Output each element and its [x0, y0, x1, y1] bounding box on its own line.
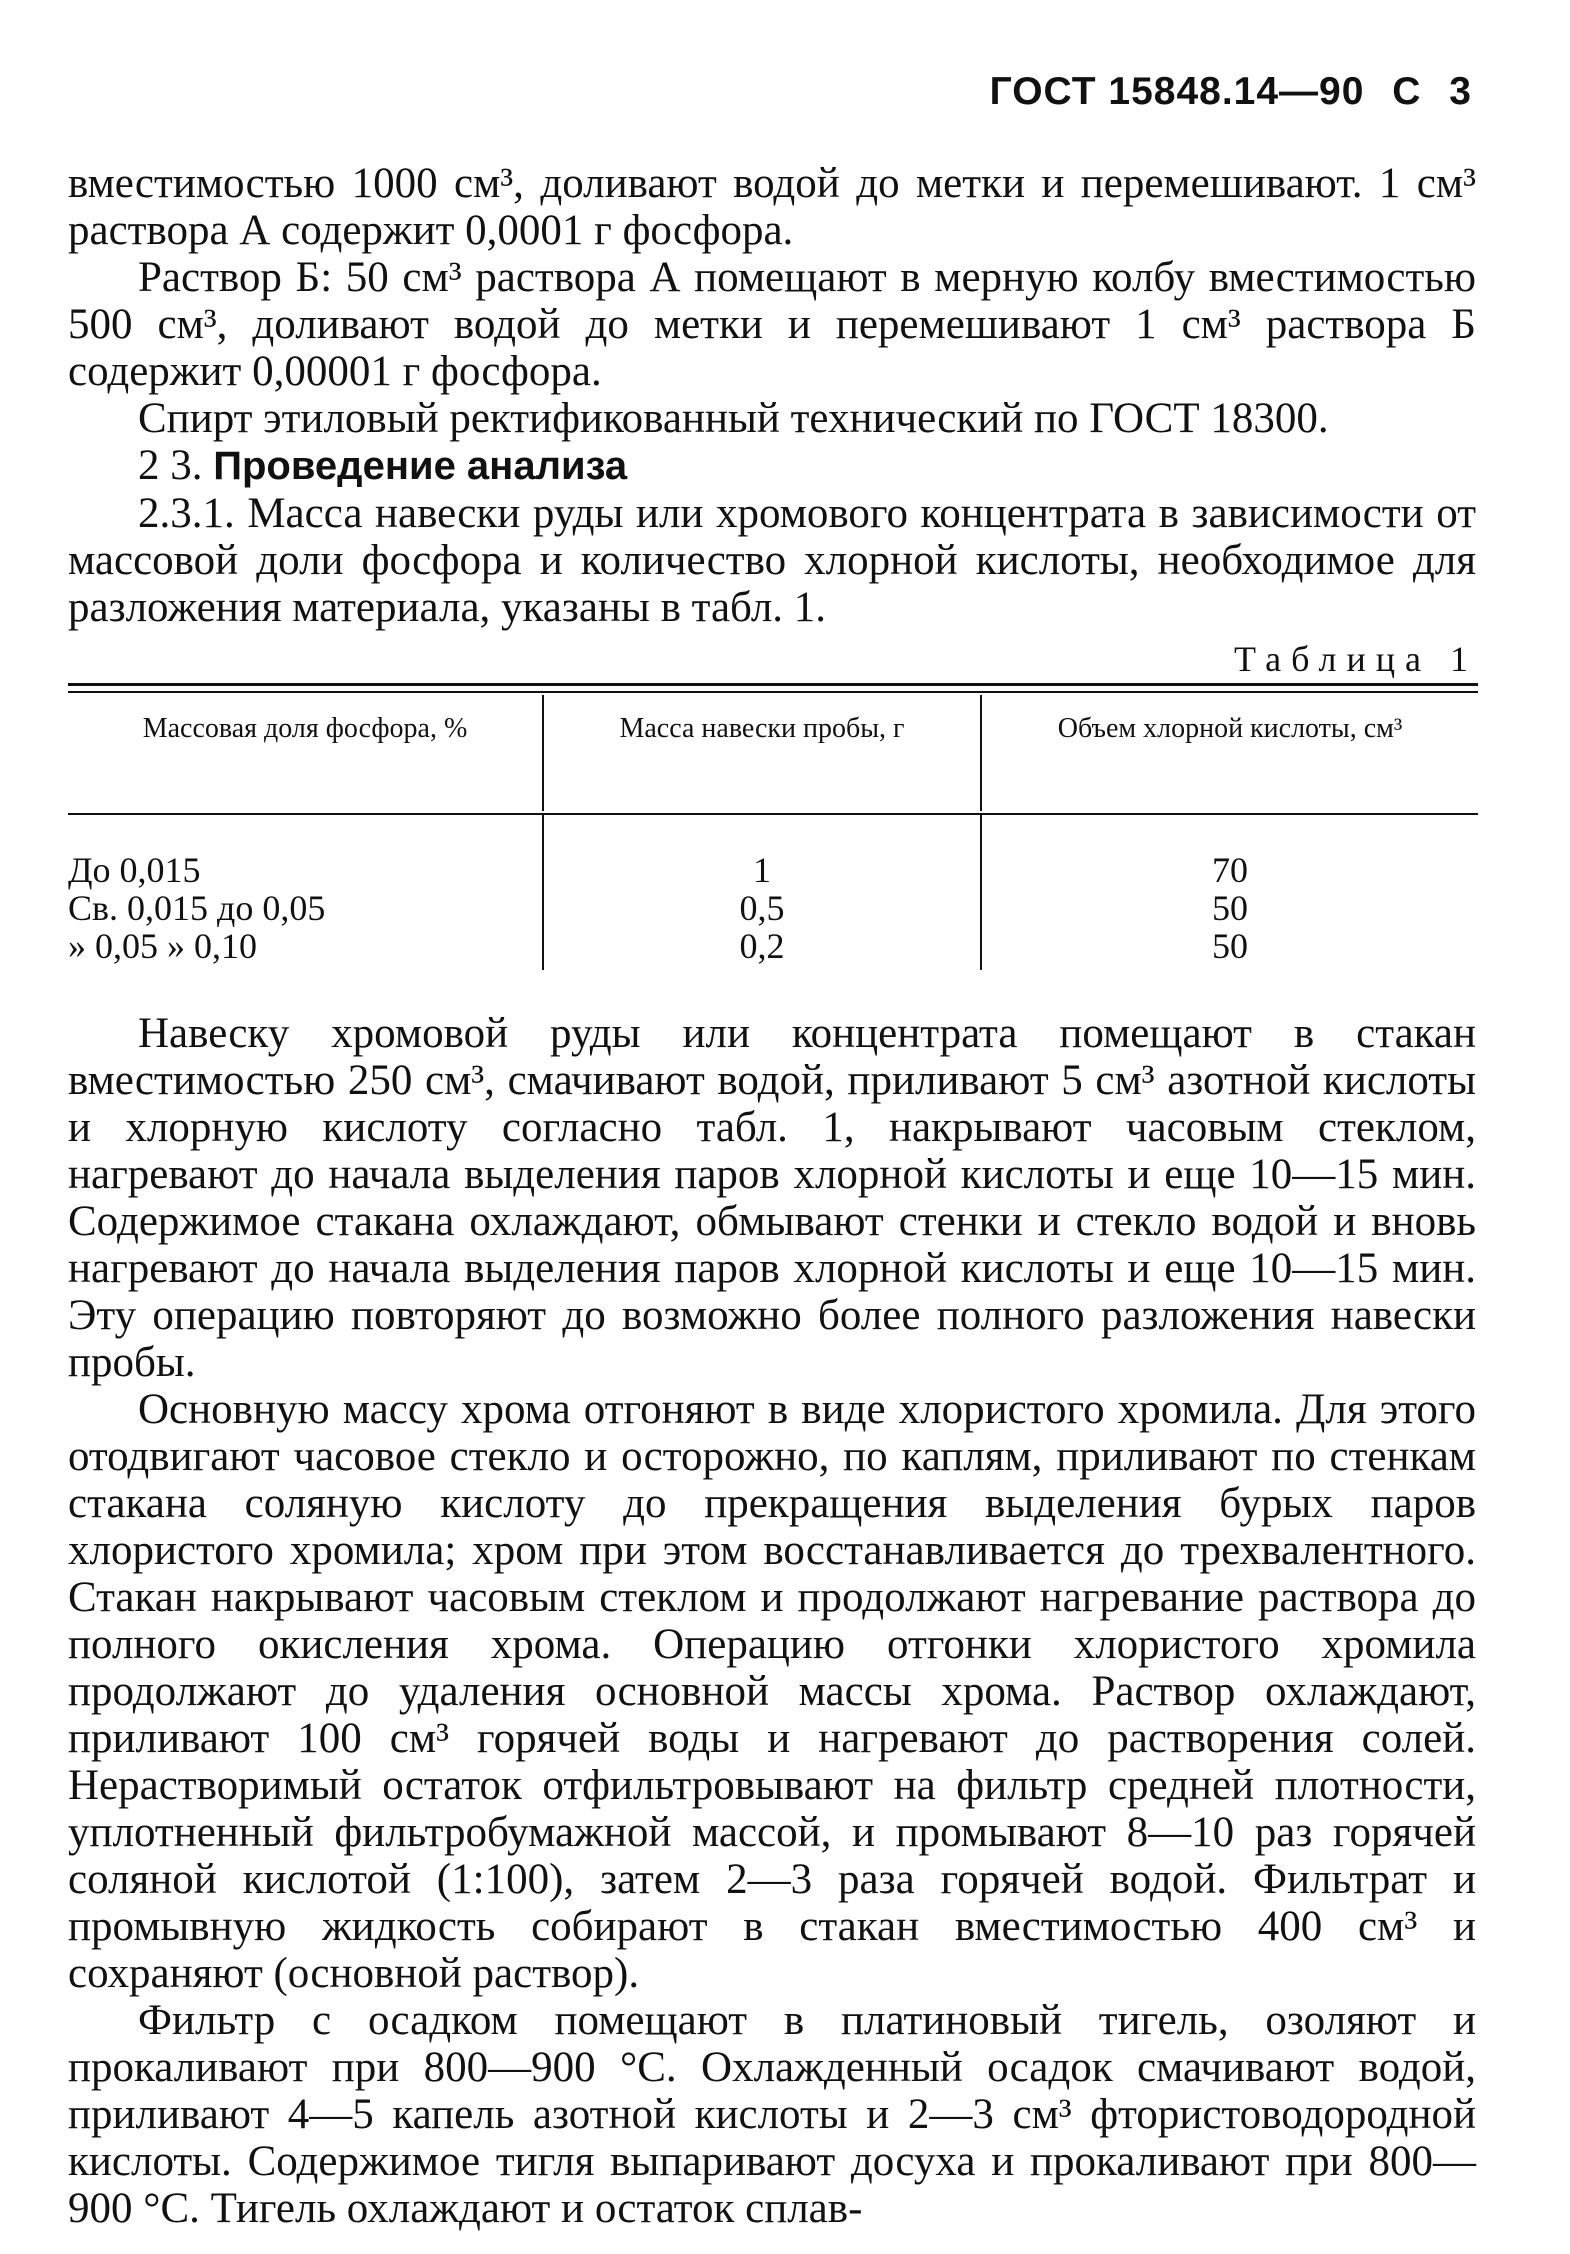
paragraph-2-3-1: 2.3.1. Масса навески руды или хромового концентрата в зависимости от массовой доли фосфора и количество хлорной кислоты, необходимое для разложения материала, указаны в табл. 1.	[68, 490, 1476, 631]
table-1	[68, 683, 1478, 973]
paragraph: Фильтр с осадком помещают в платиновый тигель, озоляют и прокаливают при 800—900 °С. Охлажденный осадок смачивают водой, приливают 4—5 капель азотной кислоты и 2—3 см³ фтористоводородной кислоты. Содержимое тигля выпаривают досуха и прокаливают при 800—900 °С. Тигель охлаждают и остаток сплав-	[68, 1997, 1476, 2232]
table-cell: 0,5	[739, 888, 785, 928]
table-header-cell: Масса навески пробы, г	[619, 713, 905, 744]
table-cell: 1	[753, 850, 771, 890]
table-caption: Таблица 1	[1234, 639, 1478, 679]
table-cell: До 0,015	[68, 850, 201, 890]
table-header-cell: Массовая доля фосфора, %	[142, 713, 468, 744]
paragraph: Раствор Б: 50 см³ раствора А помещают в мерную колбу вместимостью 500 см³, доливают водой до метки и перемешивают 1 см³ раствора Б содержит 0,00001 г фосфора.	[68, 254, 1476, 395]
section-letter: С	[1392, 70, 1422, 113]
table-rule	[68, 813, 1478, 815]
section-heading	[68, 442, 1476, 490]
table-cell: 70	[1212, 850, 1248, 890]
table-cell: » 0,05 » 0,10	[68, 926, 257, 966]
section-title: Проведение анализа	[213, 444, 628, 488]
table-cell: Св. 0,015 до 0,05	[68, 888, 326, 928]
table-cell: 50	[1212, 888, 1248, 928]
table-rule	[68, 683, 1478, 686]
table-header-cell: Объем хлорной кислоты, см³	[1057, 713, 1403, 744]
body-text-top	[68, 160, 1476, 631]
table-cell: 50	[1212, 926, 1248, 966]
body-text-bottom	[68, 1010, 1476, 2232]
paragraph: Спирт этиловый ректификованный технический по ГОСТ 18300.	[138, 395, 1329, 442]
paragraph: Навеску хромовой руды или концентрата помещают в стакан вместимостью 250 см³, смачивают водой, приливают 5 см³ азотной кислоты и хлорную кислоту согласно табл. 1, накрывают часовым стеклом, нагревают до начала выделения паров хлорной кислоты и еще 10—15 мин. Содержимое стакана охлаждают, обмывают стенки и стекло водой и вновь нагревают до начала выделения паров хлорной кислоты и еще 10—15 мин. Эту операцию повторяют до возможно более полного разложения навески пробы.	[68, 1010, 1476, 1386]
page-header	[974, 70, 1472, 114]
paragraph: вместимостью 1000 см³, доливают водой до метки и перемешивают. 1 см³ раствора А содержит 0,0001 г фосфора.	[68, 160, 1476, 254]
paragraph: Основную массу хрома отгоняют в виде хлористого хромила. Для этого отодвигают часовое стекло и осторожно, по каплям, приливают по стенкам стакана соляную кислоту до прекращения выделения бурых паров хлористого хромила; хром при этом восстанавливается до трехвалентного. Стакан накрывают часовым стеклом и продолжают нагревание раствора до полного окисления хрома. Операцию отгонки хлористого хромила продолжают до удаления основной массы хрома. Раствор охлаждают, приливают 100 см³ горячей воды и нагревают до растворения солей. Нерастворимый остаток отфильтровывают на фильтр средней плотности, уплотненный фильтробумажной массой, и промывают 8—10 раз горячей соляной кислотой (1:100), затем 2—3 раза горячей водой. Фильтрат и промывную жидкость собирают в стакан вместимостью 400 см³ и сохраняют (основной раствор).	[68, 1386, 1476, 1997]
section-number: 2 3.	[138, 442, 203, 489]
table-rule	[68, 691, 1478, 693]
standard-number: ГОСТ 15848.14—90	[989, 70, 1365, 113]
table-cell: 0,2	[739, 926, 785, 966]
page-number: 3	[1449, 70, 1472, 113]
